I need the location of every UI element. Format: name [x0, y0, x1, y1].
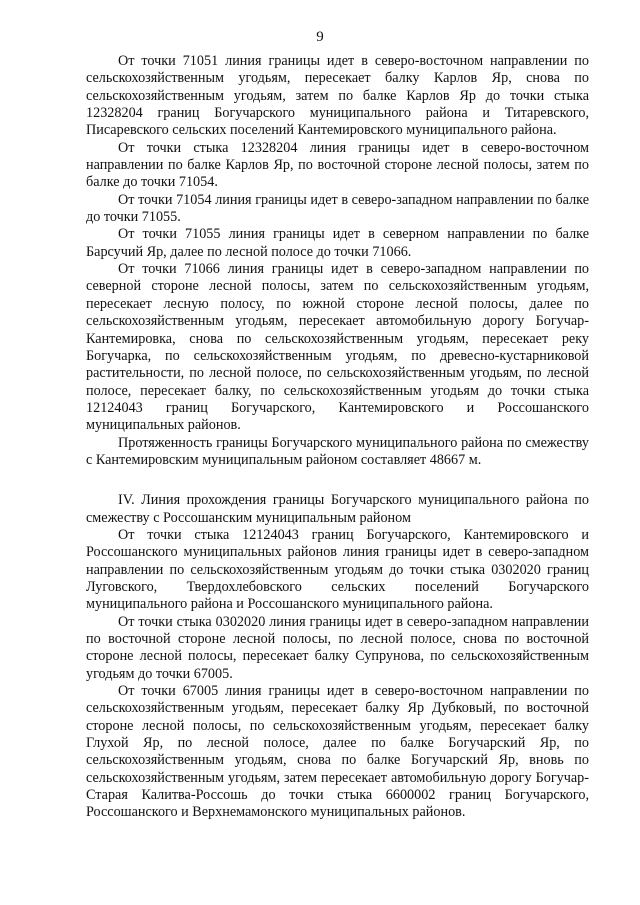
paragraph: От точки стыка 12328204 линия границы идет в северо-восточном направлении по балке Карлов Яр, по восточной стороне лесной полосы, затем по балке до точки 71054.: [86, 139, 589, 191]
paragraph: От точки 71055 линия границы идет в северном направлении по балке Барсучий Яр, далее по лесной полосе до точки 71066.: [86, 226, 589, 260]
paragraph: От точки 71066 линия границы идет в северо-западном направлении по северной стороне лесной полосы, затем по сельскохозяйственным угодьям, пересекает лесную полосу, по южной стороне лесной полосы, далее по сельскохозяйственным угодьям, пересекает автомобильную дорогу Богучар-Кантемировка, снова по сельскохозяйственным угодьям, пересекает реку Богучарка, по сельскохозяйственным угодьям, по древесно-кустарниковой растительности, по лесной полосе, по сельскохозяйственным угодьям, по лесной полосе, пересекает балку, по сельскохозяйственным угодьям до точки стыка 12124043 границ Богучарского, Кантемировского и Россошанского муниципальных районов.: [86, 261, 589, 434]
section-heading: IV. Линия прохождения границы Богучарского муниципального района по смежеству с Россошанским муниципальным районом: [86, 492, 589, 526]
paragraph: От точки 71054 линия границы идет в северо-западном направлении по балке до точки 71055.: [86, 191, 589, 226]
page-number: 9: [316, 29, 324, 45]
paragraph: От точки 67005 линия границы идет в северо-восточном направлении по сельскохозяйственным угодьям, пересекает балку Яр Дубковый, по восточной стороне лесной полосы, по сельскохозяйственным угодьям, пересекает балку Глухой Яр, по лесной полосе, далее по балке Богучарский Яр, по сельскохозяйственным угодьям, снова по балке Богучарский Яр, вновь по сельскохозяйственным угодьям, затем пересекает автомобильную дорогу Богучар-Старая Калитва-Россошь до точки стыка 6600002 границ Богучарского, Россошанского и Верхнемамонского муниципальных районов.: [86, 683, 589, 821]
paragraph: От точки 71051 линия границы идет в северо-восточном направлении по сельскохозяйственным угодьям, пересекает балку Карлов Яр, снова по сельскохозяйственным угодьям, затем по балке Карлов Яр до точки стыка 12328204 границ Богучарского муниципального района и Титаревского, Писаревского сельских поселений Кантемировского муниципального района.: [86, 53, 589, 139]
paragraph: От точки стыка 12124043 границ Богучарского, Кантемировского и Россошанского муниципальных районов линия границы идет в северо-западном направлении по сельскохозяйственным угодьям до точки стыка 0302020 границ Луговского, Твердохлебовского сельских поселений Богучарского муниципального района и Россошанского муниципального района.: [86, 526, 589, 613]
paragraph: Протяженность границы Богучарского муниципального района по смежеству с Кантемировским муниципальным районом составляет 48667 м.: [86, 434, 589, 468]
document-body: [86, 53, 589, 822]
paragraph: От точки стыка 0302020 линия границы идет в северо-западном направлении по восточной стороне лесной полосы, по лесной полосе, снова по восточной стороне лесной полосы, пересекает балку Супрунова, по сельскохозяйственным угодьям до точки 67005.: [86, 613, 589, 682]
